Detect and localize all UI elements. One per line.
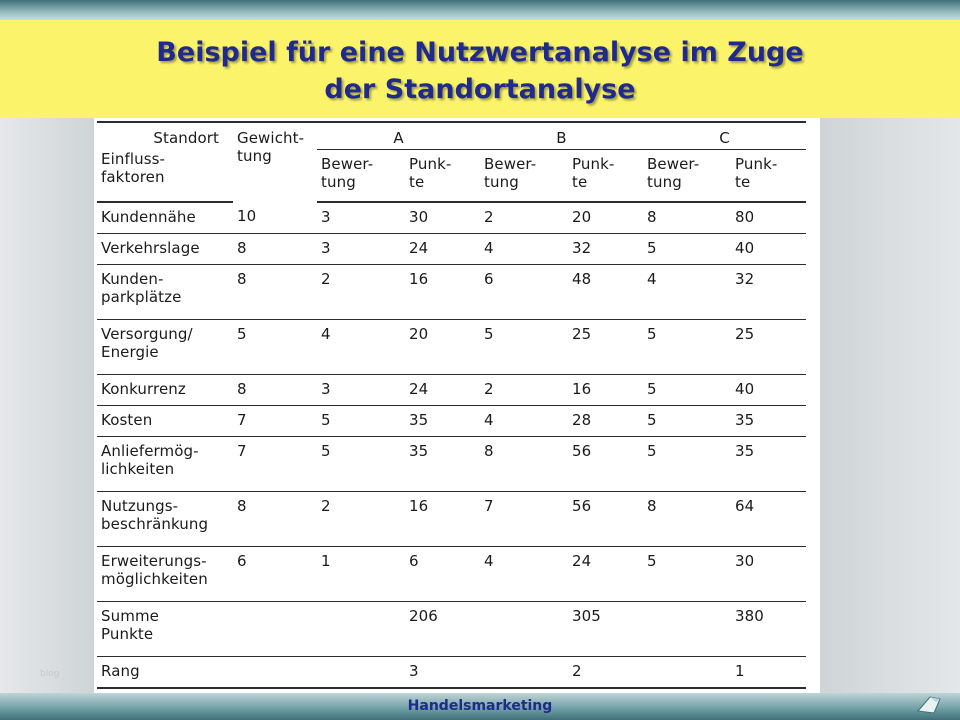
row-label-line-2: Energie — [101, 343, 159, 361]
header-standort — [97, 122, 233, 150]
cell-a-punkte: 206 — [405, 602, 480, 657]
header-a-bewertung-line-2: tung — [321, 173, 356, 191]
cell-gewichtung — [233, 657, 317, 689]
header-c-punkte-line-2: te — [735, 173, 751, 191]
row-label-line-1: Kosten — [101, 411, 153, 429]
cell-b-punkte: 28 — [568, 406, 643, 437]
header-location-a: A — [317, 122, 480, 150]
left-margin — [0, 118, 94, 693]
cell-a-bewertung: 5 — [317, 437, 405, 492]
row-label — [97, 265, 233, 320]
row-label-line-1: Nutzungs- — [101, 497, 179, 515]
row-label — [97, 202, 233, 234]
cell-c-punkte: 35 — [731, 406, 806, 437]
slide-title-line-2: der Standortanalyse — [324, 74, 636, 105]
cell-b-punkte: 32 — [568, 234, 643, 265]
cell-gewichtung: 8 — [233, 234, 317, 265]
header-einfluss-line-2: faktoren — [101, 167, 165, 186]
row-label-line-2: beschränkung — [101, 515, 209, 533]
cell-c-bewertung: 5 — [643, 547, 731, 602]
cell-a-punkte: 3 — [405, 657, 480, 689]
cell-a-punkte: 35 — [405, 437, 480, 492]
cell-b-punkte: 20 — [568, 202, 643, 234]
row-label — [97, 492, 233, 547]
cell-c-punkte: 1 — [731, 657, 806, 689]
cell-b-bewertung: 6 — [480, 265, 568, 320]
slide-title-line-1: Beispiel für eine Nutzwertanalyse im Zuge — [156, 37, 804, 68]
table-row — [97, 547, 806, 602]
table-row — [97, 202, 806, 234]
cell-b-punkte: 24 — [568, 547, 643, 602]
header-location-b: B — [480, 122, 643, 150]
cell-a-bewertung — [317, 657, 405, 689]
cell-gewichtung: 7 — [233, 437, 317, 492]
cell-c-punkte: 40 — [731, 375, 806, 406]
cell-a-punkte: 35 — [405, 406, 480, 437]
row-label — [97, 547, 233, 602]
cell-c-bewertung: 5 — [643, 437, 731, 492]
table-row-rang — [97, 657, 806, 689]
header-standort-label: Standort — [153, 129, 219, 147]
row-label — [97, 437, 233, 492]
slide-title — [0, 34, 960, 108]
cell-c-bewertung: 8 — [643, 202, 731, 234]
cell-a-bewertung: 2 — [317, 492, 405, 547]
header-gewichtung — [233, 122, 317, 202]
nutzwert-table — [97, 121, 806, 689]
cell-b-bewertung: 2 — [480, 375, 568, 406]
cell-b-bewertung: 2 — [480, 202, 568, 234]
footer-title: Handelsmarketing — [407, 698, 553, 714]
cell-a-punkte: 6 — [405, 547, 480, 602]
header-a-punkte — [405, 150, 480, 203]
header-gewichtung-line-1: Gewicht- — [237, 129, 305, 147]
cell-b-bewertung: 4 — [480, 547, 568, 602]
header-b-punkte-line-2: te — [572, 173, 588, 191]
cell-b-punkte: 305 — [568, 602, 643, 657]
row-label — [97, 320, 233, 375]
cell-c-bewertung: 5 — [643, 234, 731, 265]
row-label — [97, 657, 233, 689]
cell-b-bewertung: 4 — [480, 406, 568, 437]
header-einflussfaktoren — [97, 150, 233, 203]
table-row — [97, 265, 806, 320]
cell-c-punkte: 80 — [731, 202, 806, 234]
cell-a-bewertung — [317, 602, 405, 657]
cell-c-bewertung: 5 — [643, 375, 731, 406]
cell-a-punkte: 24 — [405, 375, 480, 406]
header-a-bewertung-line-1: Bewer- — [321, 155, 374, 173]
cell-a-bewertung: 2 — [317, 265, 405, 320]
cell-c-bewertung: 5 — [643, 406, 731, 437]
header-c-bewertung — [643, 150, 731, 203]
header-c-punkte-line-1: Punk- — [735, 155, 778, 173]
cell-b-punkte: 56 — [568, 437, 643, 492]
cell-a-bewertung: 3 — [317, 234, 405, 265]
cell-b-bewertung: 7 — [480, 492, 568, 547]
row-label-line-1: Kunden- — [101, 270, 164, 288]
header-b-punkte-line-1: Punk- — [572, 155, 615, 173]
cell-b-bewertung: 8 — [480, 437, 568, 492]
cell-b-punkte: 56 — [568, 492, 643, 547]
cell-gewichtung: 6 — [233, 547, 317, 602]
cell-gewichtung: 8 — [233, 265, 317, 320]
next-slide-icon[interactable] — [916, 693, 942, 715]
header-b-bewertung — [480, 150, 568, 203]
row-label-line-2: Punkte — [101, 625, 154, 643]
row-label — [97, 406, 233, 437]
cell-b-bewertung: 5 — [480, 320, 568, 375]
row-label-line-2: möglichkeiten — [101, 570, 208, 588]
cell-b-punkte: 25 — [568, 320, 643, 375]
row-label-line-1: Summe — [101, 607, 159, 625]
cell-b-punkte: 2 — [568, 657, 643, 689]
cell-gewichtung: 5 — [233, 320, 317, 375]
cell-b-bewertung — [480, 602, 568, 657]
header-b-bewertung-line-1: Bewer- — [484, 155, 537, 173]
cell-a-punkte: 16 — [405, 265, 480, 320]
cell-gewichtung: 7 — [233, 406, 317, 437]
row-label — [97, 375, 233, 406]
row-label-line-1: Rang — [101, 662, 140, 680]
cell-c-punkte: 30 — [731, 547, 806, 602]
header-a-punkte-line-2: te — [409, 173, 425, 191]
cell-a-bewertung: 5 — [317, 406, 405, 437]
cell-gewichtung: 8 — [233, 375, 317, 406]
cell-a-bewertung: 3 — [317, 202, 405, 234]
row-label-line-2: parkplätze — [101, 288, 182, 306]
cell-c-punkte: 32 — [731, 265, 806, 320]
header-b-bewertung-line-2: tung — [484, 173, 519, 191]
header-c-bewertung-line-2: tung — [647, 173, 682, 191]
cell-b-punkte: 16 — [568, 375, 643, 406]
table-row — [97, 234, 806, 265]
row-label-line-1: Versorgung/ — [101, 325, 193, 343]
cell-a-punkte: 16 — [405, 492, 480, 547]
cell-a-bewertung: 1 — [317, 547, 405, 602]
cell-c-punkte: 380 — [731, 602, 806, 657]
row-label-line-1: Anliefermög- — [101, 442, 199, 460]
cell-c-bewertung — [643, 657, 731, 689]
cell-b-punkte: 48 — [568, 265, 643, 320]
header-b-punkte — [568, 150, 643, 203]
cell-c-bewertung: 4 — [643, 265, 731, 320]
cell-gewichtung — [233, 602, 317, 657]
table-row — [97, 492, 806, 547]
cell-c-punkte: 25 — [731, 320, 806, 375]
cell-b-bewertung — [480, 657, 568, 689]
cell-gewichtung: 8 — [233, 492, 317, 547]
cell-c-bewertung: 5 — [643, 320, 731, 375]
table-row-summe — [97, 602, 806, 657]
table-row — [97, 406, 806, 437]
row-label-line-1: Kundennähe — [101, 208, 196, 226]
cell-a-punkte: 30 — [405, 202, 480, 234]
cell-c-bewertung — [643, 602, 731, 657]
cell-c-punkte: 64 — [731, 492, 806, 547]
header-location-c: C — [643, 122, 806, 150]
table-row — [97, 437, 806, 492]
header-c-bewertung-line-1: Bewer- — [647, 155, 700, 173]
header-c-punkte — [731, 150, 806, 203]
cell-gewichtung: 10 — [233, 202, 317, 234]
row-label-line-1: Konkurrenz — [101, 380, 186, 398]
table-row — [97, 320, 806, 375]
table-panel — [94, 118, 820, 693]
cell-c-bewertung: 8 — [643, 492, 731, 547]
watermark: blog — [40, 669, 60, 679]
table-row — [97, 375, 806, 406]
header-einfluss-line-1: Einfluss- — [101, 149, 166, 168]
header-gewichtung-line-2: tung — [237, 147, 272, 165]
cell-a-bewertung: 3 — [317, 375, 405, 406]
row-label — [97, 602, 233, 657]
cell-c-punkte: 40 — [731, 234, 806, 265]
cell-b-bewertung: 4 — [480, 234, 568, 265]
header-a-punkte-line-1: Punk- — [409, 155, 452, 173]
row-label-line-1: Erweiterungs- — [101, 552, 207, 570]
cell-c-punkte: 35 — [731, 437, 806, 492]
row-label-line-1: Verkehrslage — [101, 239, 200, 257]
row-label — [97, 234, 233, 265]
row-label-line-2: lichkeiten — [101, 460, 175, 478]
cell-a-punkte: 20 — [405, 320, 480, 375]
cell-a-bewertung: 4 — [317, 320, 405, 375]
header-a-bewertung — [317, 150, 405, 203]
top-bar — [0, 0, 960, 20]
cell-a-punkte: 24 — [405, 234, 480, 265]
right-margin — [820, 118, 960, 693]
